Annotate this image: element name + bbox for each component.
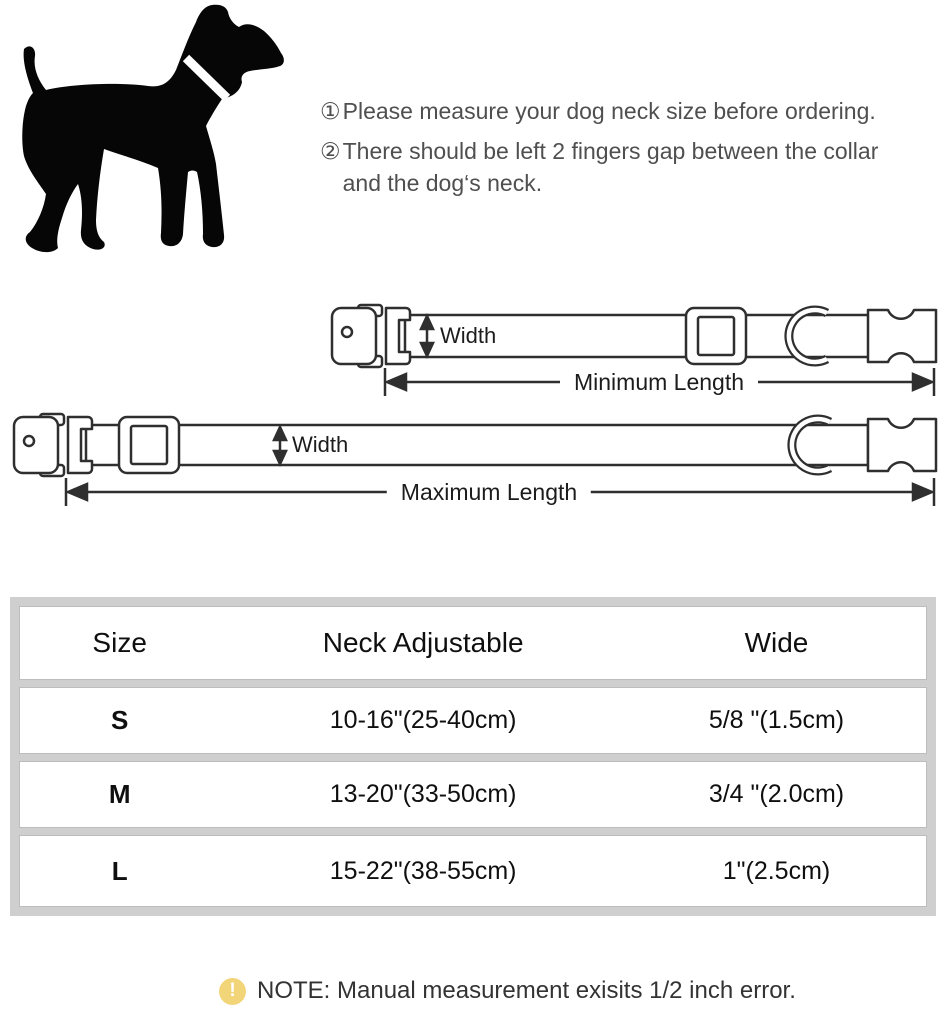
tri-glide-slider-icon [686,308,746,364]
minimum-length-label: Minimum Length [560,368,758,396]
cell-wide-m: 3/4 "(2.0cm) [708,780,845,808]
size-table [10,597,936,916]
female-buckle-icon [332,305,410,367]
instruction-1-number: ① [320,98,341,124]
width-label-min: Width [440,323,497,348]
table-row-s [19,687,927,754]
table-row-m [19,761,927,828]
col-header-wide: Wide [744,627,809,658]
instruction-2-number: ② [320,138,341,165]
male-buckle-icon [868,310,936,362]
warning-icon: ! [219,978,246,1005]
dog-silhouette-icon [8,3,288,258]
cell-wide-s: 5/8 "(1.5cm) [708,706,845,734]
instruction-2-text: There should be left 2 fingers gap between the collar and the dog‘s neck. [342,138,879,196]
cell-neck-l: 15-22"(38-55cm) [329,856,517,885]
instruction-2 [320,136,947,199]
maximum-length-label: Maximum Length [387,478,591,506]
instruction-1-text: Please measure your dog neck size before ordering. [342,98,876,124]
table-header-row [19,606,927,680]
instructions [320,96,947,208]
cell-neck-m: 13-20"(33-50cm) [329,780,517,808]
width-label-max: Width [292,432,349,457]
tri-glide-slider-icon [119,417,179,473]
male-buckle-icon [868,419,936,471]
cell-wide-l: 1"(2.5cm) [722,856,831,885]
cell-neck-s: 10-16"(25-40cm) [329,706,517,734]
col-header-neck-adjustable: Neck Adjustable [322,627,524,658]
measurement-note [219,977,796,1005]
cell-size-m: M [108,779,131,809]
female-buckle-icon [14,414,92,476]
cell-size-l: L [111,855,128,886]
col-header-size: Size [92,627,147,658]
cell-size-s: S [110,705,129,735]
instruction-1 [320,96,947,127]
table-row-l [19,835,927,907]
note-text: NOTE: Manual measurement exisits 1/2 inch error. [257,977,796,1004]
